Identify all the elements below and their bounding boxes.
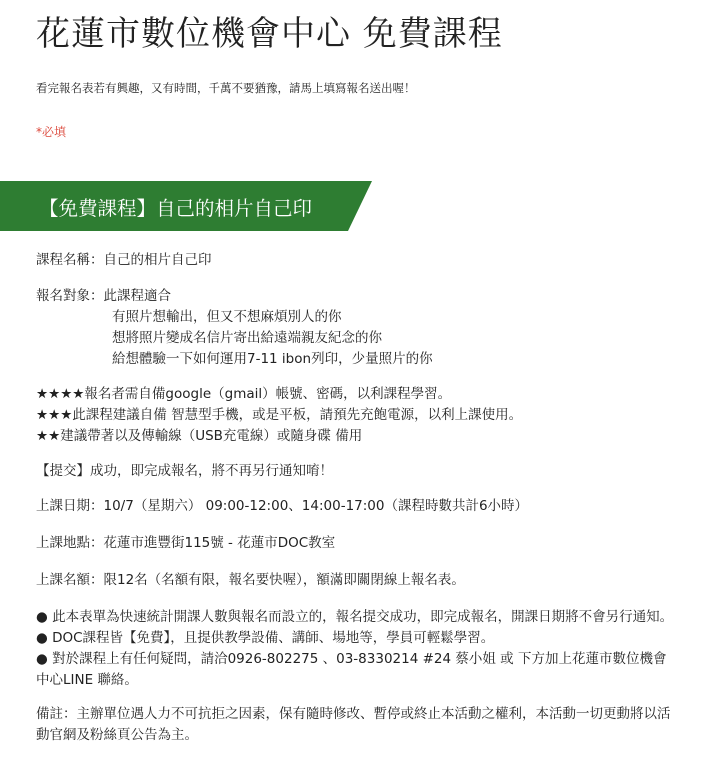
audience-label: 報名對象：此課程適合: [36, 288, 171, 304]
course-quota: 上課名額：限12名（名額有限，報名要快喔），額滿即關閉線上報名表。: [36, 572, 465, 588]
info-bullet: ● 對於課程上有任何疑問，請洽0926-802275 、03-8330214 #24 蔡小姐 或 下方加上花蓮市數位機會中心LINE 聯絡。: [36, 651, 667, 688]
form-title: 花蓮市數位機會中心 免費課程: [36, 14, 503, 54]
course-date: 上課日期：10/7（星期六） 09:00-12:00、14:00-17:00（課程時數共計6小時）: [36, 498, 529, 514]
info-bullet: ● DOC課程皆【免費】，且提供教學設備、講師、場地等，學員可輕鬆學習。: [36, 630, 495, 646]
submit-note: 【提交】成功，即完成報名，將不再另行通知唷！: [36, 463, 333, 479]
info-bullet: ● 此本表單為快速統計開課人數與報名而設立的，報名提交成功，即完成報名，開課日期將不會另行通知。: [36, 609, 674, 625]
requirement-note: ★★建議帶著以及傳輸線（USB充電線）或隨身碟 備用: [36, 428, 363, 444]
audience-item: 有照片想輸出，但又不想麻煩別人的你: [112, 309, 342, 325]
audience-item: 想將照片變成名信片寄出給遠端親友紀念的你: [112, 330, 382, 346]
requirement-note: ★★★此課程建議自備 智慧型手機，或是平板，請預先充飽電源，以利上課使用。: [36, 407, 523, 423]
requirement-note: ★★★★報名者需自備google（gmail）帳號、密碼，以利課程學習。: [36, 386, 452, 402]
form-intro: 看完報名表若有興趣，又有時間，千萬不要猶豫，請馬上填寫報名送出喔！: [36, 81, 416, 95]
required-note: *必填: [36, 125, 67, 139]
course-location: 上課地點：花蓮市進豐街115號 - 花蓮市DOC教室: [36, 535, 336, 551]
remark: 備註：主辦單位遇人力不可抗拒之因素，保有隨時修改、暫停或終止本活動之權利，本活動一切更動將以活動官網及粉絲頁公告為主。: [36, 706, 671, 743]
section-description: [36, 250, 676, 746]
section-title: 【免費課程】自己的相片自己印: [39, 197, 313, 220]
course-name: 課程名稱：自己的相片自己印: [36, 252, 212, 268]
audience-item: 給想體驗一下如何運用7-11 ibon列印，少量照片的你: [112, 351, 433, 367]
